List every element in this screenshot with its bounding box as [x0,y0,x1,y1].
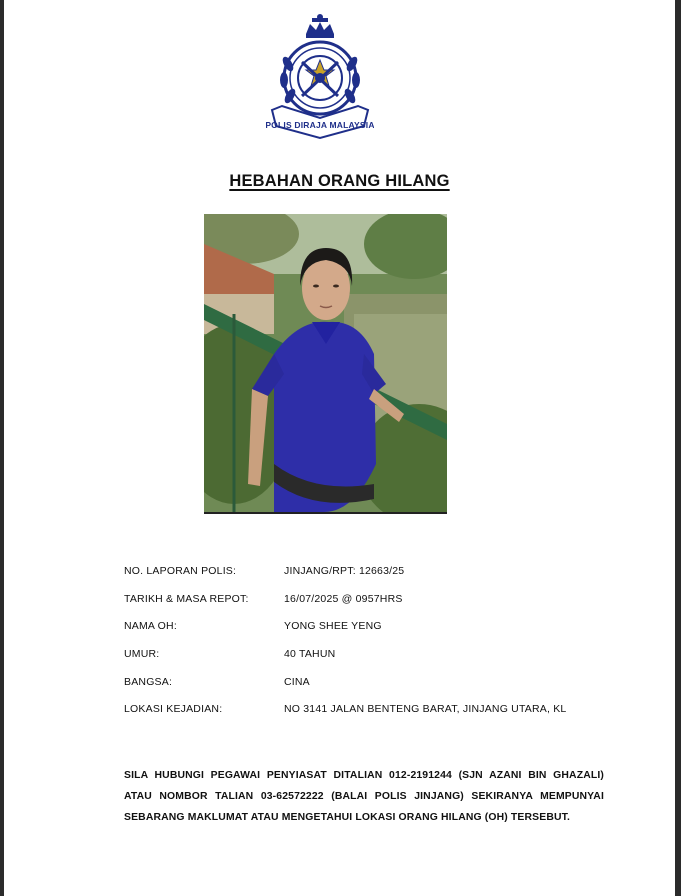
notice-line: SEBARANG MAKLUMAT ATAU MENGETAHUI LOKASI ORANG HILANG (OH) TERSEBUT. [124,812,571,823]
detail-label: NO. LAPORAN POLIS: [124,564,237,577]
detail-label: NAMA OH: [124,620,177,633]
report-details [124,557,644,723]
detail-label: UMUR: [124,647,160,660]
detail-row-report-datetime [124,585,644,613]
svg-text:POLIS DIRAJA MALAYSIA: POLIS DIRAJA MALAYSIA [266,120,374,130]
contact-notice [124,765,604,828]
detail-label: TARIKH & MASA REPOT: [124,592,249,605]
detail-label: LOKASI KEJADIAN: [124,703,223,716]
detail-value: JINJANG/RPT: 12663/25 [284,564,405,577]
poster-page [4,0,675,896]
detail-label: BANGSA: [124,675,173,688]
polis-diraja-malaysia-crest [266,14,374,144]
notice-line: SILA HUBUNGI PEGAWAI PENYIASAT DITALIAN 012-2191244 (SJN AZANI BIN GHAZALI) [124,770,604,781]
detail-row-location [124,695,644,723]
detail-value: CINA [284,675,310,688]
detail-row-race [124,668,644,696]
detail-value: 40 TAHUN [284,647,336,660]
detail-row-police-report [124,557,644,585]
poster-title: HEBAHAN ORANG HILANG [229,172,450,190]
missing-person-photo [204,214,447,514]
detail-row-name [124,612,644,640]
notice-line: ATAU NOMBOR TALIAN 03-62572222 (BALAI POLIS JINJANG) SEKIRANYA MEMPUNYAI [124,791,604,802]
detail-value: 16/07/2025 @ 0957HRS [284,592,403,605]
detail-value: NO 3141 JALAN BENTENG BARAT, JINJANG UTARA, KL [284,703,567,716]
detail-value: YONG SHEE YENG [284,620,382,633]
detail-row-age [124,640,644,668]
